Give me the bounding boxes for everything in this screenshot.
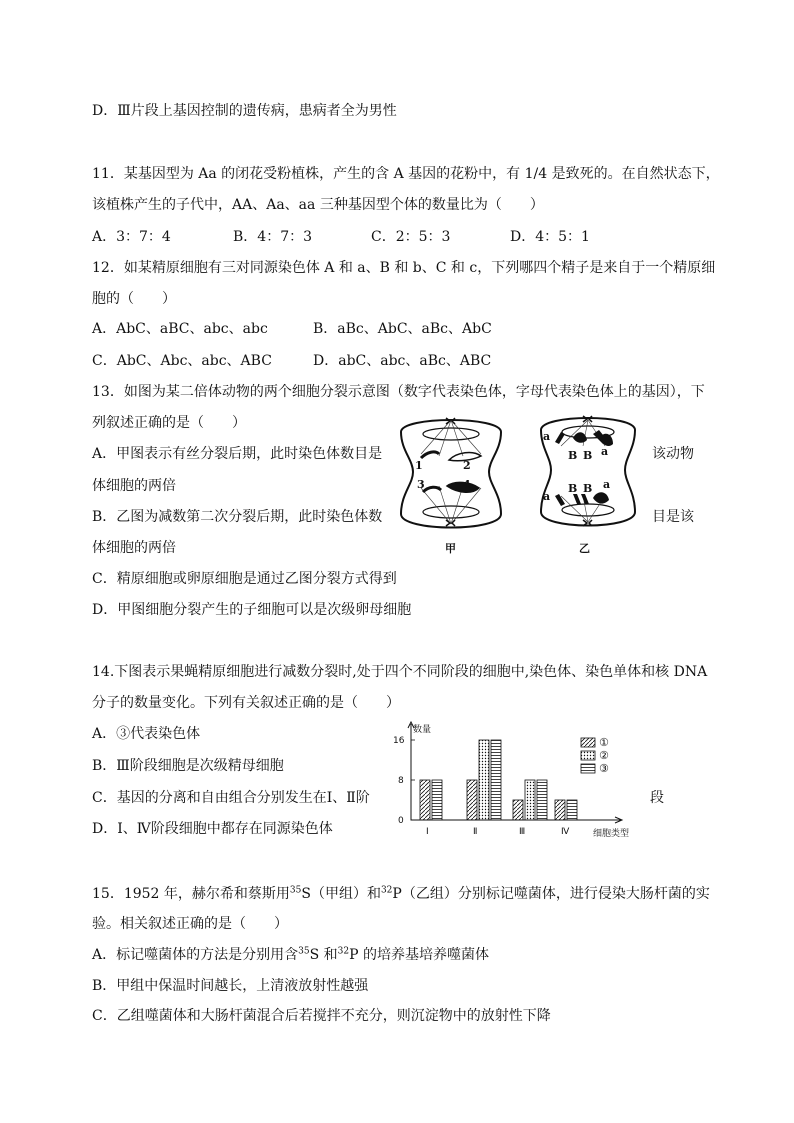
x-axis-label: 细胞类型: [593, 829, 630, 839]
chromosome-label-3: 3: [417, 478, 425, 491]
q15-stem-part1: 15．1952 年，赫尔希和蔡斯用: [92, 886, 290, 902]
q13-stem-line1: 13．如图为某二倍体动物的两个细胞分裂示意图（数字代表染色体，字母代表染色体上的基因），下: [92, 384, 705, 400]
q10-option-d: D．Ⅲ片段上基因控制的遗传病，患病者全为男性: [92, 103, 397, 119]
chart-legend: [581, 736, 609, 775]
legend-swatch-3: [581, 764, 595, 773]
q15-option-a-phosphorus-isotope: 32: [337, 946, 350, 957]
bar-3-series-2: [525, 780, 535, 820]
q15-option-a-sulfur-isotope: 35: [298, 946, 310, 957]
x-tick-label: Ⅱ: [473, 827, 478, 837]
bar-2-series-3: [491, 740, 501, 820]
y-tick-label: 8: [398, 776, 404, 786]
q15-option-a: [92, 945, 489, 965]
x-tick-label: Ⅲ: [519, 827, 526, 837]
q15-phosphorus-isotope: 32: [380, 885, 393, 896]
q12-option-c: C．AbC、Abc、abc、ABC: [92, 353, 272, 369]
q14-option-c-end: 段: [650, 790, 664, 806]
q15-stem-line1: [92, 884, 710, 904]
q15-stem-part3: P（乙组）分别标记噬菌体，进行侵染大肠杆菌的实: [392, 886, 710, 902]
q13-option-b-line2: 体细胞的两倍: [92, 540, 176, 556]
chromosome-label-4: 4: [463, 478, 471, 491]
q15-option-a-part1: A．标记噬菌体的方法是分别用含: [92, 947, 299, 963]
legend-swatch-1: [581, 738, 595, 747]
gene-label-a-1: a: [601, 445, 609, 458]
y-tick-label: 16: [393, 736, 405, 746]
chromosome-label-2: 2: [463, 459, 471, 472]
q12-option-b: B．aBc、AbC、aBc、AbC: [313, 321, 492, 337]
q13-option-d: D．甲图细胞分裂产生的子细胞可以是次级卵母细胞: [92, 602, 412, 618]
bar-3-series-1: [513, 800, 523, 820]
q14-option-a: A．③代表染色体: [92, 726, 201, 742]
q15-stem-line2: 验。相关叙述正确的是（ ）: [92, 916, 288, 932]
chromosome-label-1: 1: [415, 459, 423, 472]
gene-label-a-2: a: [603, 478, 611, 491]
gene-label-B-4: B: [583, 482, 593, 495]
x-tick-label: Ⅰ: [426, 827, 429, 837]
q11-stem-line1: 11．某基因型为 Aa 的闭花受粉植株，产生的含 A 基因的花粉中，有 1/4 是致死的。在自然状态下，: [92, 166, 720, 182]
gene-label-B-1: B: [568, 449, 578, 462]
gene-label-B-3: B: [568, 482, 578, 495]
q12-option-a: A．AbC、aBC、abc、abc: [92, 321, 268, 337]
q14-stem-line1: 14.下图表示果蝇精原细胞进行减数分裂时,处于四个不同阶段的细胞中,染色体、染色单体和核 DNA: [92, 664, 708, 680]
q11-option-b: B．4：7：3: [233, 229, 313, 245]
dna-chromosome-bar-chart: [385, 718, 647, 842]
q14-option-b: B．Ⅲ阶段细胞是次级精母细胞: [92, 758, 284, 774]
cell-yi: [541, 416, 635, 555]
x-tick-label: Ⅳ: [561, 827, 570, 837]
bar-4-series-1: [555, 800, 565, 820]
y-axis-label: 数量: [413, 725, 432, 735]
q15-option-a-part2: S 和: [309, 947, 338, 963]
bar-3-series-3: [537, 780, 547, 820]
legend-swatch-2: [581, 751, 595, 760]
q15-option-a-part3: P 的培养基培养噬菌体: [349, 947, 489, 963]
gene-label-a-3: a: [543, 430, 551, 443]
q13-option-a-line2: 体细胞的两倍: [92, 478, 176, 494]
q11-stem-line2: 该植株产生的子代中，AA、Aa、aa 三种基因型个体的数量比为（ ）: [92, 197, 544, 213]
q15-stem-part2: S（甲组）和: [301, 886, 381, 902]
q13-option-b-line1: B．乙图为减数第二次分裂后期，此时染色体数: [92, 509, 383, 525]
q15-option-c: C．乙组噬菌体和大肠杆菌混合后若搅拌不充分，则沉淀物中的放射性下降: [92, 1008, 551, 1024]
q13-option-a-line1: A．甲图表示有丝分裂后期，此时染色体数目是: [92, 446, 383, 462]
legend-label-1: ①: [599, 736, 609, 749]
gene-label-B-2: B: [583, 449, 593, 462]
q11-option-d: D．4：5：1: [510, 229, 590, 245]
bar-1-series-1: [420, 780, 430, 820]
bar-2-series-2: [479, 740, 489, 820]
cell-jia: [401, 418, 501, 555]
bar-4-series-3: [567, 800, 577, 820]
q15-sulfur-isotope: 35: [289, 885, 302, 896]
legend-label-3: ③: [599, 762, 609, 775]
figure-label-yi: 乙: [579, 542, 590, 555]
q12-stem-line1: 12．如某精原细胞有三对同源染色体 A 和 a、B 和 b、C 和 c，下列哪四个精子是来自于一个精原细: [92, 260, 716, 276]
q15-option-b: B．甲组中保温时间越长，上清液放射性越强: [92, 978, 369, 994]
legend-label-2: ②: [599, 749, 609, 762]
q14-option-d: D．Ⅰ、Ⅳ阶段细胞中都存在同源染色体: [92, 821, 333, 837]
q13-stem-line2: 列叙述正确的是（ ）: [92, 415, 246, 431]
q11-option-a: A．3：7：4: [92, 229, 171, 245]
q13-option-c: C．精原细胞或卵原细胞是通过乙图分裂方式得到: [92, 571, 397, 587]
y-tick-label: 0: [398, 816, 404, 826]
bar-2-series-1: [467, 780, 477, 820]
q14-option-c: C．基因的分离和自由组合分别发生在Ⅰ、Ⅱ阶: [92, 790, 370, 806]
bar-1-series-3: [432, 780, 442, 820]
cell-division-figure: [393, 412, 649, 558]
figure-label-jia: 甲: [445, 542, 456, 555]
gene-label-a-4: a: [543, 490, 551, 503]
q12-option-d: D．abC、abc、aBc、ABC: [313, 353, 492, 369]
q14-stem-line2: 分子的数量变化。下列有关叙述正确的是（ ）: [92, 695, 400, 711]
q13-option-b-line1-end: 目是该: [652, 509, 694, 525]
q11-option-c: C．2：5：3: [371, 229, 451, 245]
q13-option-a-line1-end: 该动物: [652, 446, 694, 462]
q12-stem-line2: 胞的（ ）: [92, 291, 176, 307]
